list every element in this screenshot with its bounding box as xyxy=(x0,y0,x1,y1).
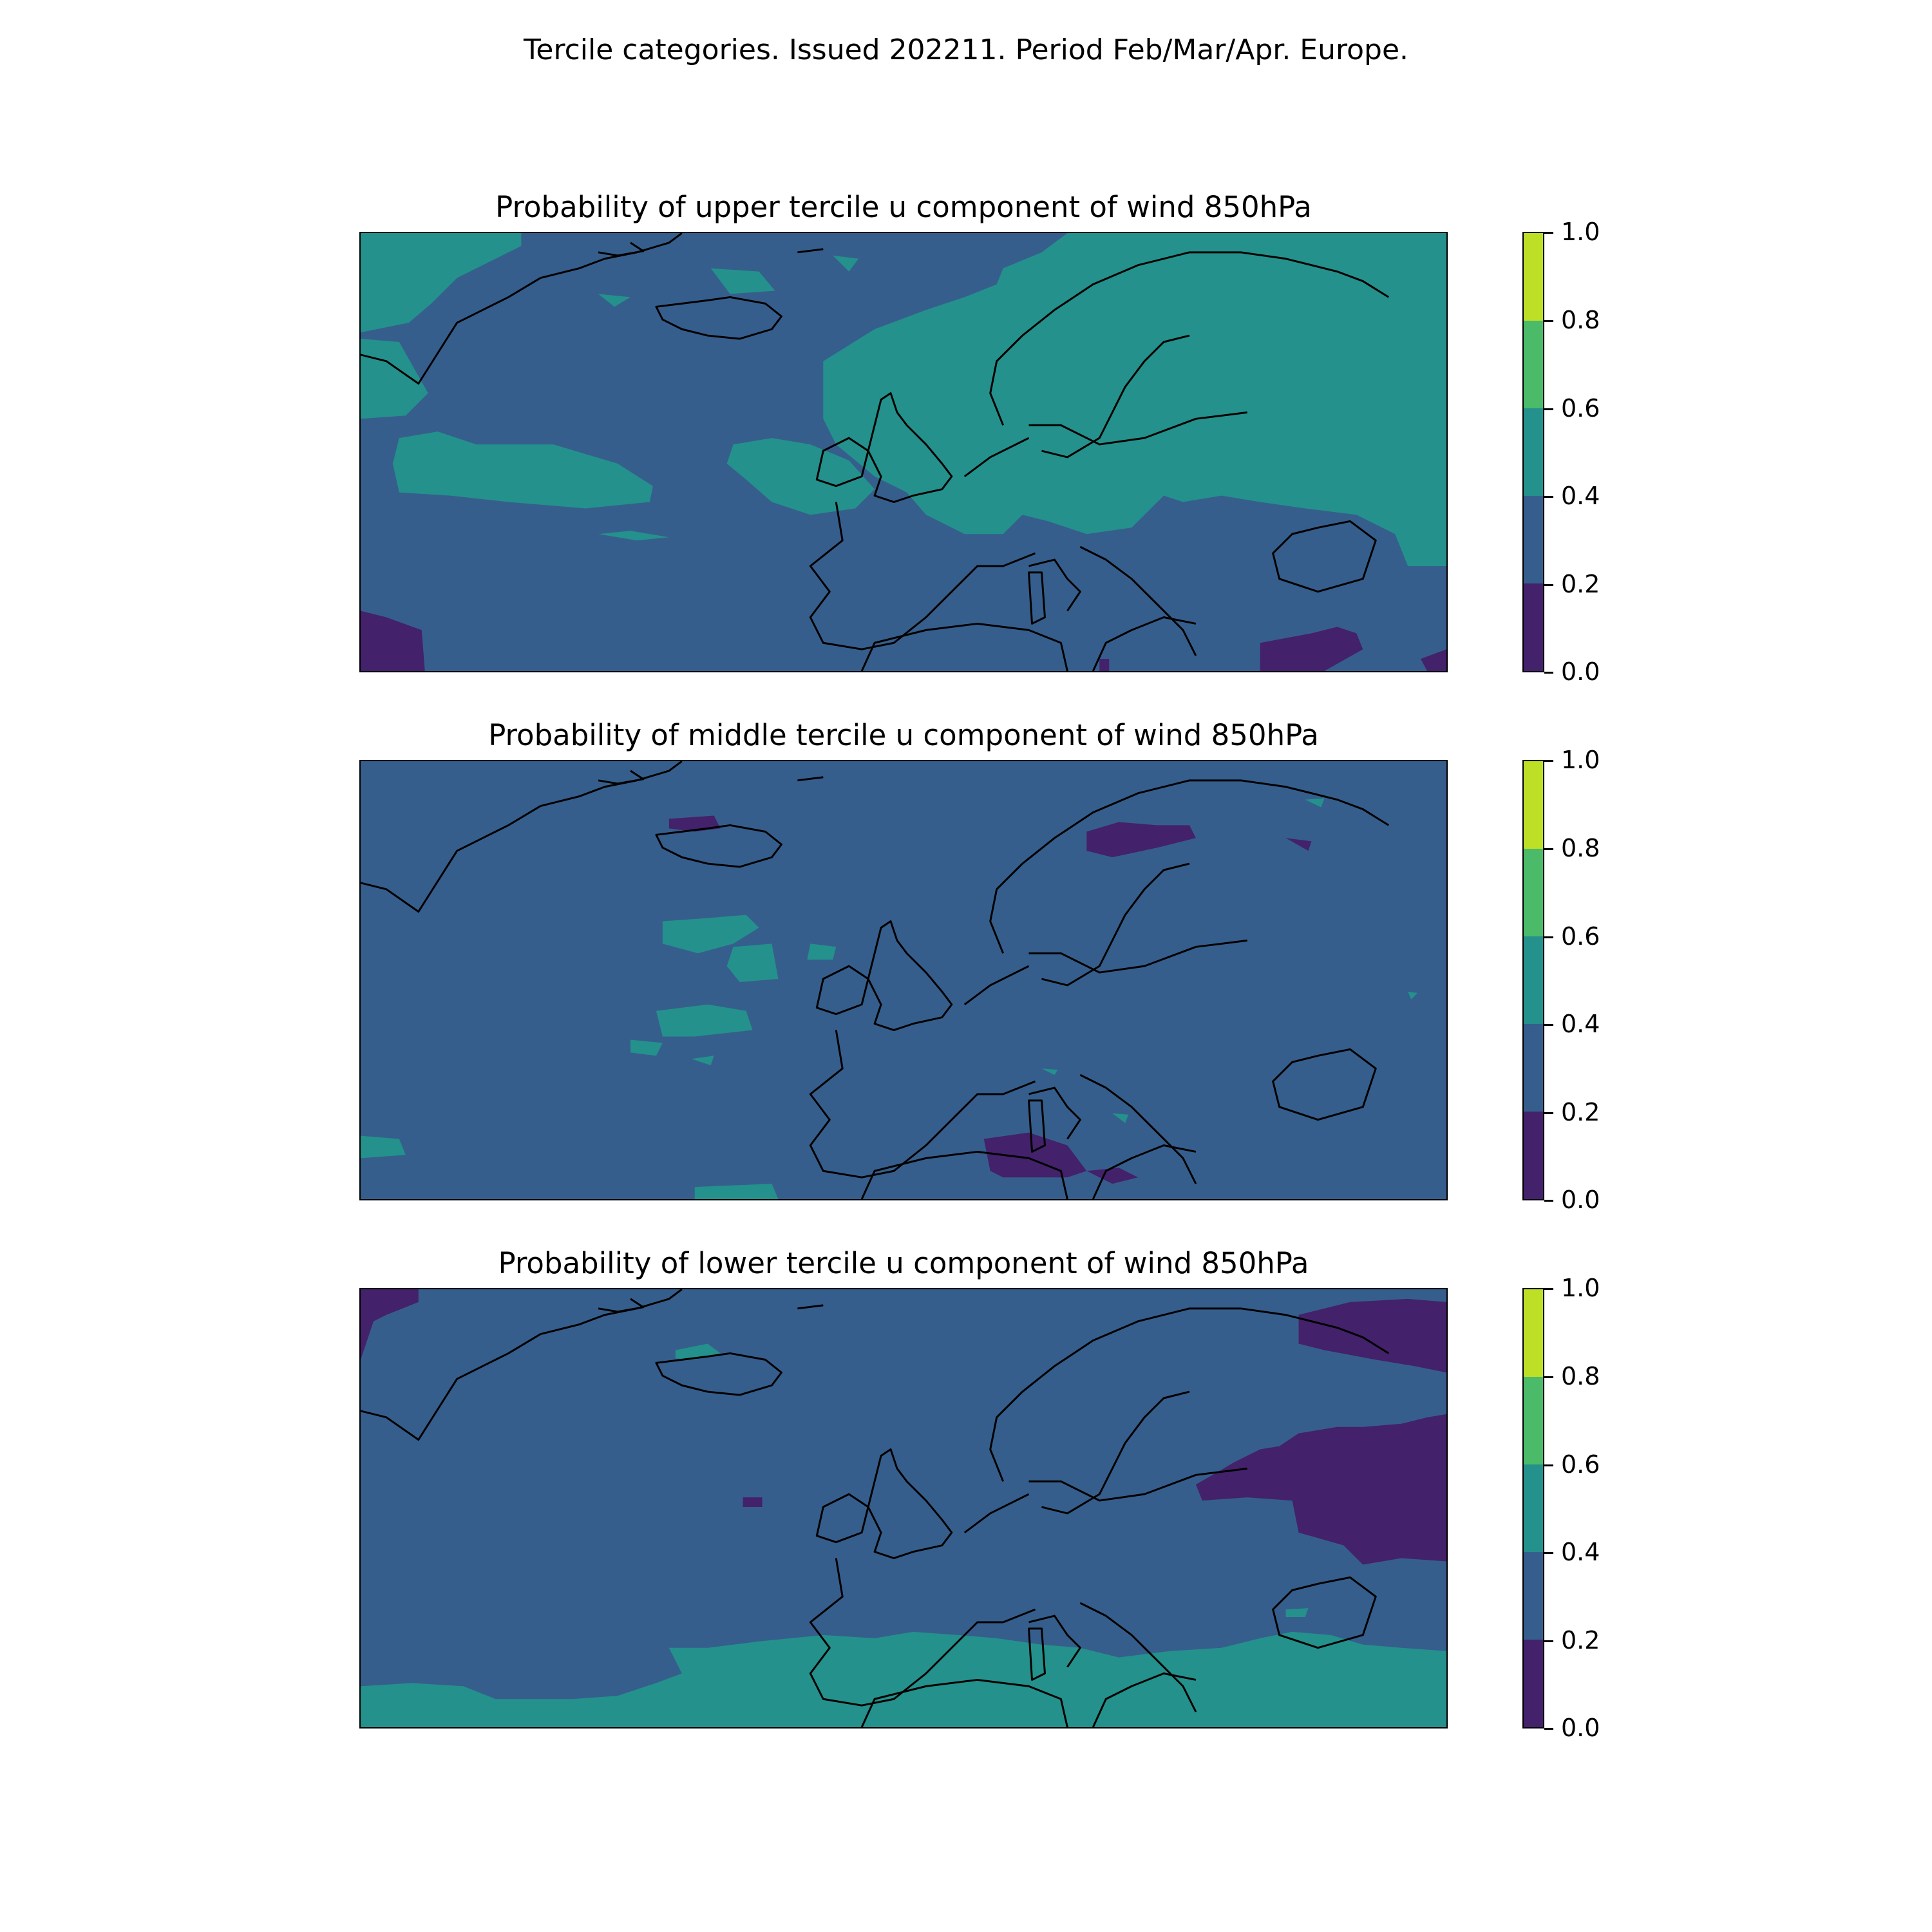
panel-title-middle: Probability of middle tercile u component of wind 850hPa xyxy=(488,718,1319,752)
colorbar-lower xyxy=(1522,1288,1544,1728)
cbar-label: 0.6 xyxy=(1561,394,1600,422)
cbar-label: 0.8 xyxy=(1561,834,1600,862)
cbar-label: 0.6 xyxy=(1561,922,1600,951)
cbar-label: 0.2 xyxy=(1561,1098,1600,1126)
colorbar-upper xyxy=(1522,232,1544,672)
map-upper-tercile xyxy=(359,232,1448,672)
figure-title: Tercile categories. Issued 202211. Period Feb/Mar/Apr. Europe. xyxy=(523,33,1409,66)
cbar-label: 0.8 xyxy=(1561,306,1600,334)
colorbar-middle xyxy=(1522,760,1544,1200)
map-middle-tercile xyxy=(359,760,1448,1200)
cbar-label: 0.4 xyxy=(1561,1010,1600,1038)
cbar-label: 1.0 xyxy=(1561,1274,1600,1302)
cbar-label: 0.8 xyxy=(1561,1362,1600,1390)
cbar-label: 0.6 xyxy=(1561,1450,1600,1479)
cbar-label: 0.2 xyxy=(1561,570,1600,598)
panel-title-lower: Probability of lower tercile u component of wind 850hPa xyxy=(498,1246,1309,1280)
cbar-label: 1.0 xyxy=(1561,218,1600,246)
cbar-label: 1.0 xyxy=(1561,746,1600,774)
cbar-label: 0.2 xyxy=(1561,1626,1600,1654)
panel-title-upper: Probability of upper tercile u component of wind 850hPa xyxy=(495,190,1312,224)
cbar-label: 0.0 xyxy=(1561,1186,1600,1214)
cbar-label: 0.0 xyxy=(1561,658,1600,686)
cbar-label: 0.4 xyxy=(1561,482,1600,510)
cbar-label: 0.4 xyxy=(1561,1538,1600,1566)
cbar-label: 0.0 xyxy=(1561,1714,1600,1742)
map-lower-tercile xyxy=(359,1288,1448,1728)
